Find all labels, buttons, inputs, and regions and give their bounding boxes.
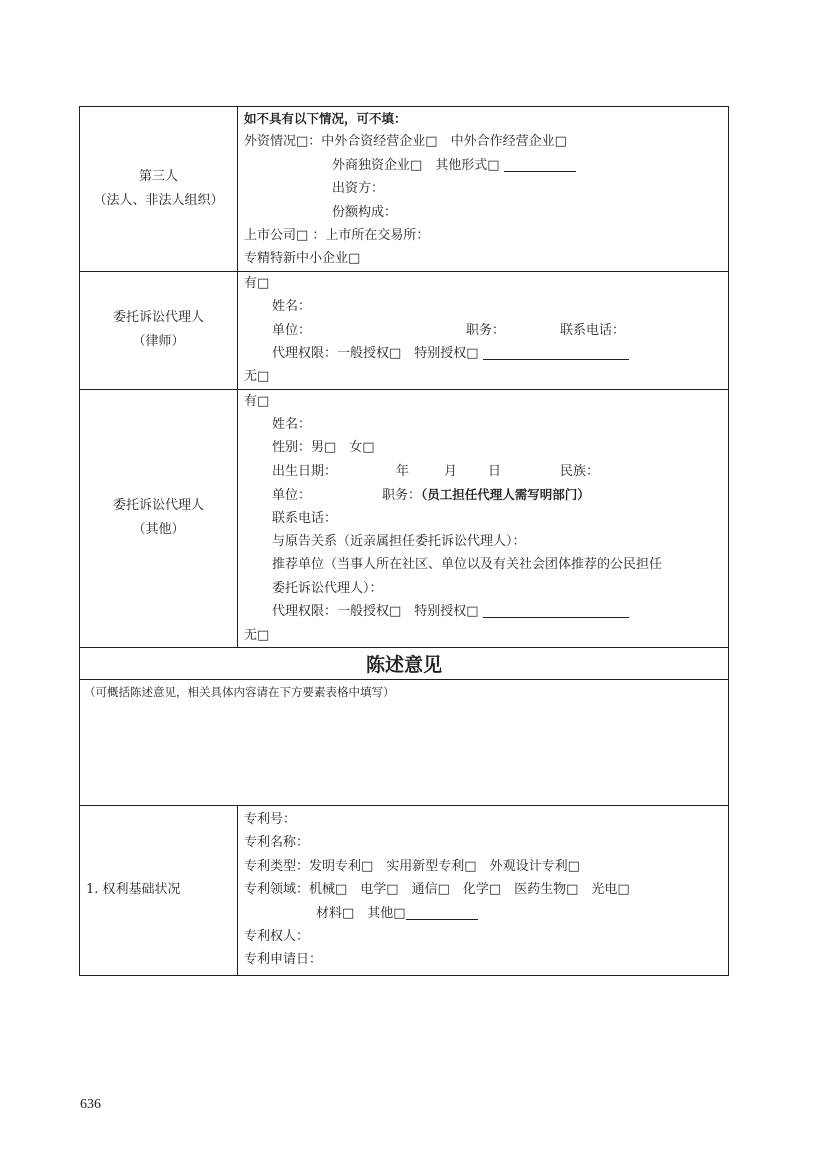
patent-field-line2-text[interactable]: 材料□ 其他□ — [316, 905, 406, 921]
agent-other-unit-line — [244, 483, 724, 506]
agent-other-position-field[interactable]: 职务： — [382, 488, 422, 504]
rights-basis-content — [238, 805, 729, 975]
agent-other-birth-line — [244, 460, 724, 483]
agent-lawyer-authority-blank[interactable] — [483, 345, 629, 360]
third-party-label-line2: （法人、非法人组织） — [93, 192, 224, 208]
agent-other-row — [80, 389, 729, 647]
birth-month-label: 月 — [444, 463, 458, 479]
agent-other-phone-field[interactable]: 联系电话： — [272, 510, 338, 526]
agent-other-recommend-line1[interactable]: 推荐单位（当事人所在社区、单位以及有关社会团体推荐的公民担任 — [272, 557, 663, 573]
agent-lawyer-label-line1: 委托诉讼代理人 — [112, 310, 204, 326]
agent-other-gender-field[interactable]: 性别：男□ 女□ — [272, 440, 375, 456]
agent-other-birth-field[interactable]: 出生日期： — [272, 463, 338, 479]
patent-no-field[interactable]: 专利号： — [244, 811, 297, 827]
agent-other-label-line2: （其他） — [132, 522, 185, 538]
foreign-sole-line[interactable] — [244, 154, 724, 177]
agent-lawyer-label-line2: （律师） — [132, 334, 185, 350]
statement-note-area[interactable] — [80, 679, 729, 805]
filing-date-field[interactable]: 专利申请日： — [244, 952, 323, 968]
agent-other-unit-field[interactable]: 单位： — [272, 488, 312, 504]
agent-other-authority-blank[interactable] — [483, 603, 629, 618]
patent-name-field[interactable]: 专利名称： — [244, 835, 310, 851]
agent-other-label-line1: 委托诉讼代理人 — [112, 498, 204, 514]
third-party-label — [80, 107, 238, 272]
rights-basis-row — [80, 805, 729, 975]
foreign-sole-text[interactable]: 外商独资企业□ 其他形式□ — [332, 157, 500, 173]
birth-day-label: 日 — [488, 463, 502, 479]
foreign-capital-line[interactable]: 外资情况□：中外合资经营企业□ 中外合作经营企业□ — [244, 134, 567, 150]
agent-other-label — [80, 389, 238, 647]
agent-lawyer-authority-line[interactable] — [244, 342, 724, 365]
agent-lawyer-row — [80, 271, 729, 389]
agent-lawyer-no[interactable]: 无□ — [244, 369, 270, 385]
agent-lawyer-unit-field[interactable]: 单位： — [272, 322, 312, 338]
agent-lawyer-label — [80, 271, 238, 389]
agent-other-position-note: （员工担任代理人需写明部门） — [421, 487, 590, 503]
statement-note-row — [80, 679, 729, 805]
third-party-label-line1: 第三人 — [138, 168, 178, 184]
agent-lawyer-name-field[interactable]: 姓名： — [272, 299, 312, 315]
patent-type-field[interactable]: 专利类型：发明专利□ 实用新型专利□ 外观设计专利□ — [244, 858, 580, 874]
agent-other-authority-line[interactable] — [244, 600, 724, 623]
patent-field-other-blank[interactable] — [406, 905, 478, 920]
statement-note: （可概括陈述意见，相关具体内容请在下方要素表格中填写） — [84, 684, 395, 699]
share-field[interactable]: 份额构成： — [332, 204, 398, 220]
agent-other-no[interactable]: 无□ — [244, 627, 270, 643]
agent-lawyer-authority-text[interactable]: 代理权限：一般授权□ 特别授权□ — [272, 345, 479, 361]
investor-field[interactable]: 出资方： — [332, 181, 385, 197]
rights-basis-label: 1. 权利基础状况 — [80, 805, 238, 975]
third-party-content — [238, 107, 729, 272]
agent-other-yes[interactable]: 有□ — [244, 393, 270, 409]
agent-lawyer-phone-field[interactable]: 联系电话： — [560, 322, 626, 338]
patent-field-line1[interactable]: 专利领域：机械□ 电学□ 通信□ 化学□ 医药生物□ 光电□ — [244, 882, 630, 898]
page-number: 636 — [80, 1097, 101, 1112]
agent-other-name-field[interactable]: 姓名： — [272, 417, 312, 433]
birth-year-label: 年 — [396, 463, 410, 479]
third-party-header: 如不具有以下情况，可不填： — [244, 111, 407, 126]
listed-company-line[interactable]: 上市公司□ ：上市所在交易所： — [244, 227, 430, 243]
agent-other-authority-text[interactable]: 代理权限：一般授权□ 特别授权□ — [272, 604, 479, 620]
agent-lawyer-yes[interactable]: 有□ — [244, 275, 270, 291]
agent-lawyer-unit-line — [244, 319, 724, 342]
patentee-field[interactable]: 专利权人： — [244, 928, 310, 944]
statement-title: 陈述意见 — [80, 647, 729, 679]
agent-other-ethnicity-field[interactable]: 民族： — [560, 463, 600, 479]
agent-other-content — [238, 389, 729, 647]
specialized-sme-line[interactable]: 专精特新中小企业□ — [244, 251, 361, 267]
patent-field-line2[interactable] — [244, 902, 724, 925]
agent-other-recommend-line2[interactable]: 委托诉讼代理人）： — [272, 580, 383, 596]
agent-lawyer-content — [238, 271, 729, 389]
agent-lawyer-position-field[interactable]: 职务： — [466, 322, 506, 338]
statement-title-row — [80, 647, 729, 679]
form-table — [79, 106, 729, 976]
other-form-blank[interactable] — [504, 157, 576, 172]
third-party-row — [80, 107, 729, 272]
agent-other-relation-field[interactable]: 与原告关系（近亲属担任委托诉讼代理人）： — [272, 534, 526, 550]
